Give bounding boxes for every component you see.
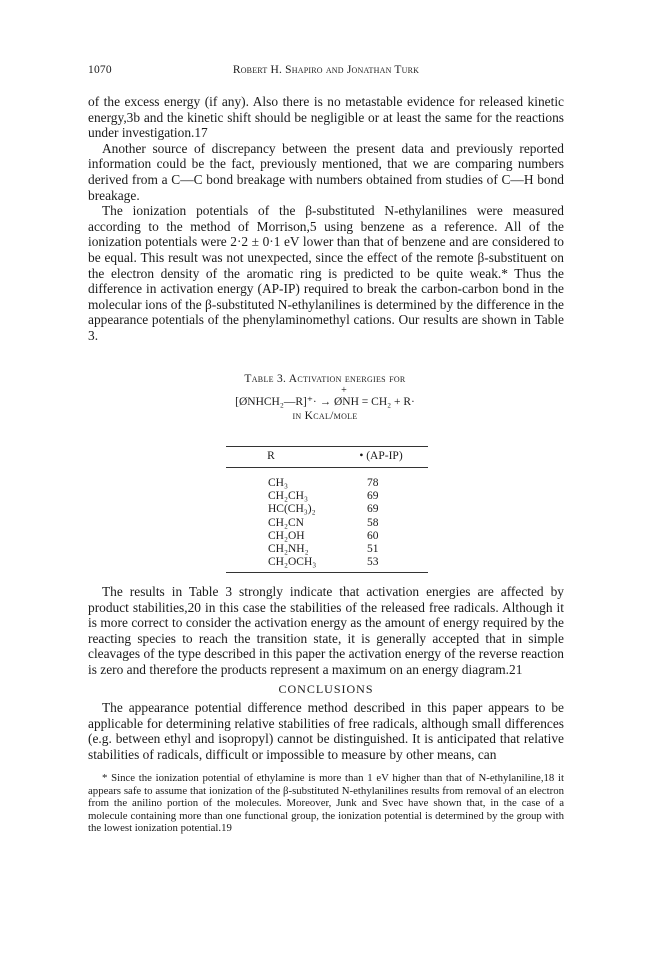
- table-caption-line3: in Kcal/mole: [292, 410, 358, 422]
- paragraph-4: The results in Table 3 strongly indicate that activation energies are affected by product stabilities,20 in this case the stabilities of the released free radicals. Although it is more correct to consider the activation energy as the amount of energy required by the reacting species to reach the transition state, it is generally accepted that in simple cleavages of the type described in this paper the activation energy of the reverse reaction is zero and therefore the products represent a maximum on an energy diagram.21: [88, 584, 564, 677]
- column-header-r: R: [267, 450, 275, 462]
- table-cell-value: 69: [367, 490, 379, 503]
- table-cell-r: CH₂OH: [268, 529, 305, 542]
- table-header-row: [226, 448, 428, 464]
- paragraph-3: The ionization potentials of the β-substituted N-ethylanilines were measured according to the method of Morrison,5 using benzene as a reference. All of the ionization potentials were 2·2 ± 0·1 eV lower than that of benzene and are considered to be equal. This result was not unexpected, since the effect of the remote β-substituent on the electron density of the aromatic ring is predicted to be quite weak.* Thus the difference in activation energy (AP-IP) required to break the carbon-carbon bond in the molecular ions of the β-substituted N-ethylanilines is determined by the difference in the appearance potentials of the phenylaminomethyl cations. Our results are shown in Table 3.: [88, 203, 564, 343]
- body-text-top: [88, 94, 564, 344]
- table-cell-r: CH₃: [268, 477, 288, 489]
- running-head: Robert H. Shapiro and Jonathan Turk: [232, 64, 420, 76]
- table-cell-value: 51: [367, 542, 379, 555]
- table-row: [226, 530, 428, 543]
- table-caption-line1: Table 3. Activation energies for: [244, 373, 406, 385]
- body-text-middle: [88, 584, 564, 678]
- table-top-rule: [226, 446, 428, 447]
- table-cell-r: CH₂CH₃: [268, 490, 308, 503]
- paragraph-1: of the excess energy (if any). Also there is no metastable evidence for released kinetic energy,3b and the kinetic shift should be negligible or at least the same for the reactions under investigation.17: [88, 94, 564, 141]
- page-number: 1070: [88, 64, 112, 76]
- table-row: [226, 477, 428, 490]
- table-cell-value: 69: [367, 503, 379, 516]
- table-row: [226, 490, 428, 503]
- body-text-conclusions: [88, 700, 564, 762]
- table-header-rule: [226, 467, 428, 468]
- section-heading-conclusions: CONCLUSIONS: [278, 682, 374, 696]
- table-cell-r: CH₂CN: [268, 516, 304, 529]
- table-bottom-rule: [226, 572, 428, 573]
- table-cell-value: 60: [367, 529, 379, 542]
- page-header: [88, 64, 564, 82]
- table-caption-plus: +: [341, 385, 347, 396]
- paragraph-5: The appearance potential difference method described in this paper appears to be applicable for determining relative stabilities of free radicals, although small differences (e.g. between ethyl and isopropyl) cannot be distinguished. It is anticipated that relative stabilities of radicals, difficult or impossible to measure by other means, can: [88, 700, 564, 762]
- table-row: [226, 517, 428, 530]
- column-header-ap-ip: • (AP-IP): [359, 450, 403, 462]
- table-row: [226, 543, 428, 556]
- table-cell-value: 58: [367, 516, 379, 529]
- table-cell-r: CH₂OCH₃: [268, 556, 317, 569]
- paragraph-2: Another source of discrepancy between the present data and previously reported information could be the fact, previously mentioned, that we are comparing numbers derived from a C—C bond breakage with numbers obtained from studies of C—H bond breakage.: [88, 140, 564, 203]
- table-row: [226, 556, 428, 569]
- table-cell-r: CH₂NH₂: [268, 542, 309, 555]
- footnote-text: * Since the ionization potential of ethylamine is more than 1 eV higher than that of N-ethylaniline,18 it appears safe to assume that ionization of the β-substituted N-ethylanilines results from removal of an electron from the anilino portion of the molecules. Moreover, Junk and Svec have shown that, in the case of a molecule containing more than one functional group, the ionization potential is determined by the group with the lowest ionization potential.19: [88, 772, 564, 835]
- table-row: [226, 503, 428, 516]
- table-caption: [175, 372, 475, 423]
- table-cell-value: 78: [367, 477, 379, 489]
- footnote: [88, 772, 564, 835]
- table-caption-line2: [ØNHCH₂—R]⁺· → ØNH = CH₂ + R·: [235, 396, 415, 408]
- table-cell-r: HC(CH₃)₂: [268, 503, 316, 516]
- table-cell-value: 53: [367, 556, 379, 569]
- table-body: [226, 477, 428, 569]
